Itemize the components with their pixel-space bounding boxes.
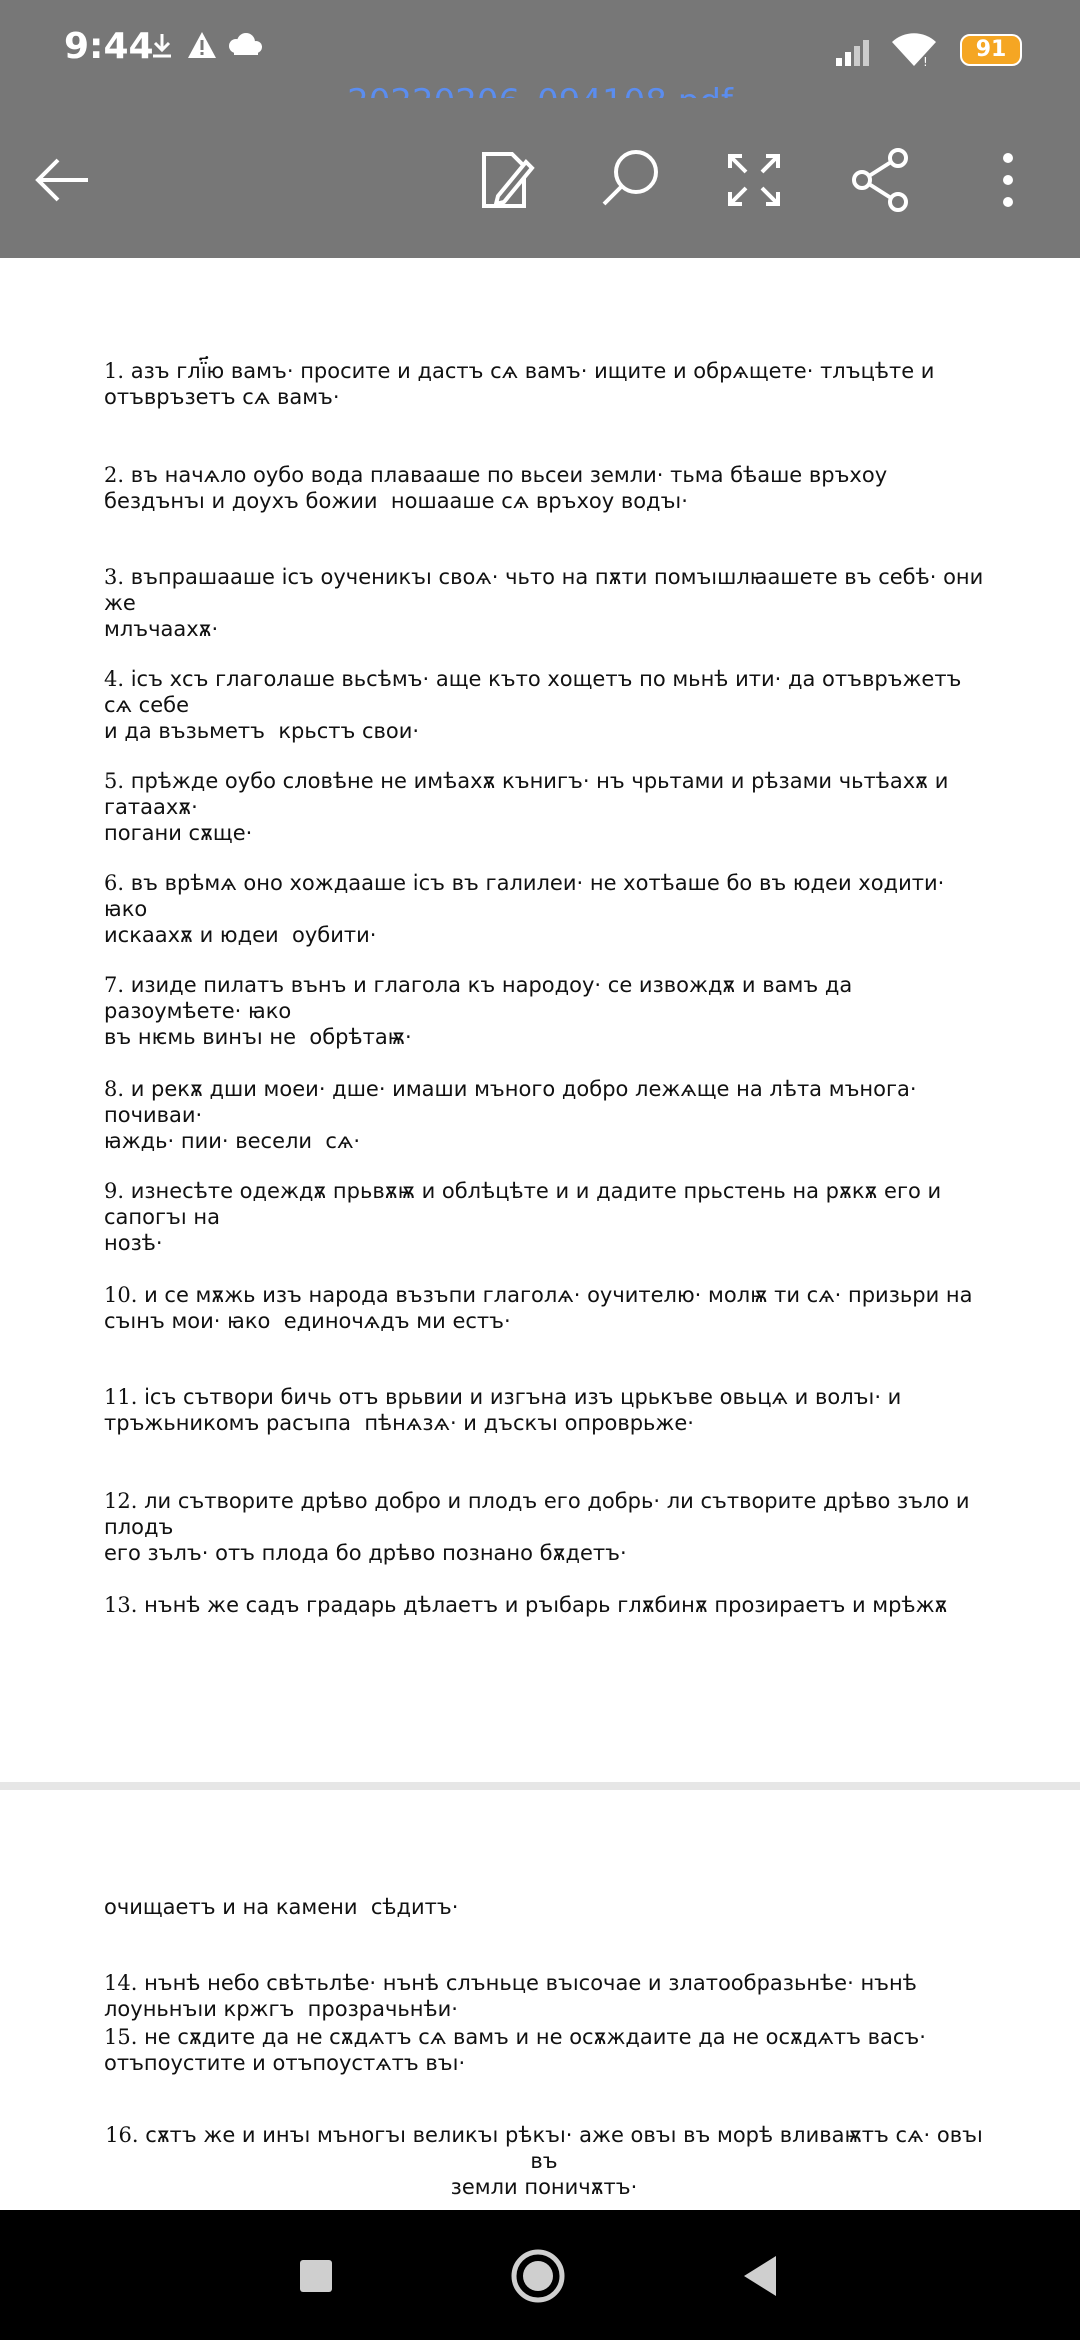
paragraph: 3. въпрашааше ісъ оученикъı своѧ· чьто на пѫти помъıшлꙗашете въ себѣ· они же млъчаахѫ· xyxy=(104,565,984,641)
search-icon[interactable] xyxy=(590,140,670,220)
warning-icon xyxy=(188,32,216,58)
app-toolbar xyxy=(0,98,1080,258)
back-button[interactable] xyxy=(728,2244,792,2308)
svg-text:!: ! xyxy=(923,55,928,68)
paragraph: 7. изиде пилатъ вънъ и глагола къ народоу· се извождѫ и вамъ да разоумѣете· ꙗко въ нѥмь винъı не обрѣтаѭ· xyxy=(104,973,853,1049)
download-icon xyxy=(153,34,171,56)
paragraph: 10. и се мѫжь изъ народа възъпи глаголѧ· оучителю· молѭ ти сѧ· призьри на съıнъ мои· ꙗко единочѧдъ ми естъ· xyxy=(104,1283,973,1333)
paragraph: 9. изнесѣте одеждѫ прьвѫѭ и облѣцѣте и и дадите прьстень на рѫкѫ его и сапогъı на нозѣ· xyxy=(104,1179,942,1255)
status-notification-icons xyxy=(150,30,270,70)
home-button[interactable] xyxy=(506,2244,570,2308)
paragraph: 16. сѫтъ же и инъı мъногъı великъı рѣкъı· аже овъı въ морѣ вливаѭтъ сѧ· овъı въ земли поничѫтъ· xyxy=(105,2123,983,2199)
paragraph: 8. и рекѫ дши моеи· дше· имаши мъного добро лежѧще на лѣта мънога· почиваи· ꙗждь· пии· весели сѧ· xyxy=(104,1077,917,1153)
paragraph: 14. нънѣ небо свѣтьлѣе· нънѣ слъньце въıсочае и златообразьнѣе· нънѣ лоуньнъıи кржгъ прозрачьнѣи· xyxy=(104,1971,917,2021)
paragraph: 11. ісъ сътвори бичь отъ врьвии и изгъна изъ црькъве овьцѧ и волъı· и тръжьникомъ расъıпа пѣнѧзѧ· и дъскъı опроврьже· xyxy=(104,1385,902,1435)
signal-icon xyxy=(836,34,876,66)
pdf-page-1 xyxy=(0,258,1080,1782)
paragraph: 4. ісъ хсъ глаголаше вьсѣмъ· аще къто хощетъ по мьнѣ ити· да отъвръжетъ сѧ себе и да възьметъ крьстъ свои· xyxy=(104,667,962,743)
paragraph: 13. нънѣ же садъ градарь дѣлаетъ и ръıбарь глѫбинѫ прозираетъ и мрѣжѫ xyxy=(104,1593,948,1617)
edit-icon[interactable] xyxy=(464,140,544,220)
paragraph: очищаетъ и на камени сѣдитъ· xyxy=(104,1895,459,1919)
paragraph: 1. азъ глї҃ю вамъ· просите и дастъ сѧ вамъ· ищите и обрѧщете· тлъцѣте и отъвръзетъ сѧ вамъ· xyxy=(104,359,942,409)
cloud-icon xyxy=(229,33,262,55)
recents-button[interactable] xyxy=(284,2244,348,2308)
page-separator xyxy=(0,1782,1080,1790)
system-nav-bar xyxy=(0,2210,1080,2340)
status-time: 9:44 xyxy=(64,26,154,67)
paragraph: 5. прѣжде оубо словѣне не имѣахѫ кънигъ· нъ чрьтами и рѣзами чьтѣахѫ и гатаахѫ· погани сѫще· xyxy=(104,769,949,845)
back-icon[interactable] xyxy=(24,140,104,220)
battery-icon: 91 xyxy=(960,34,1022,66)
share-icon[interactable] xyxy=(840,140,920,220)
more-icon[interactable] xyxy=(968,140,1048,220)
paragraph: 6. въ врѣмѧ оно хождааше ісъ въ галилеи· не хотѣаше бо въ юдеи ходити· ꙗко искаахѫ и юдеи оубити· xyxy=(104,871,945,947)
paragraph: 12. ли сътворите дрѣво добро и плодъ его добрь· ли сътворите дрѣво зъло и плодъ его зълъ· отъ плода бо дрѣво познано бѫдетъ· xyxy=(104,1489,970,1565)
pdf-page-2 xyxy=(0,1790,1080,2210)
paragraph: 15. не сѫдите да не сѫдѧтъ сѧ вамъ и не осѫждаите да не осѫдѧтъ васъ· отъпоустите и отъпоустѧтъ въı· xyxy=(104,2025,926,2075)
wifi-icon xyxy=(890,30,938,68)
paragraph: 2. въ начѧло оубо вода плавааше по вьсеи земли· тьма бѣаше връхоу бездънъı и доухъ божии ношааше сѧ връхоу водъı· xyxy=(104,463,888,513)
fullscreen-icon[interactable] xyxy=(714,140,794,220)
